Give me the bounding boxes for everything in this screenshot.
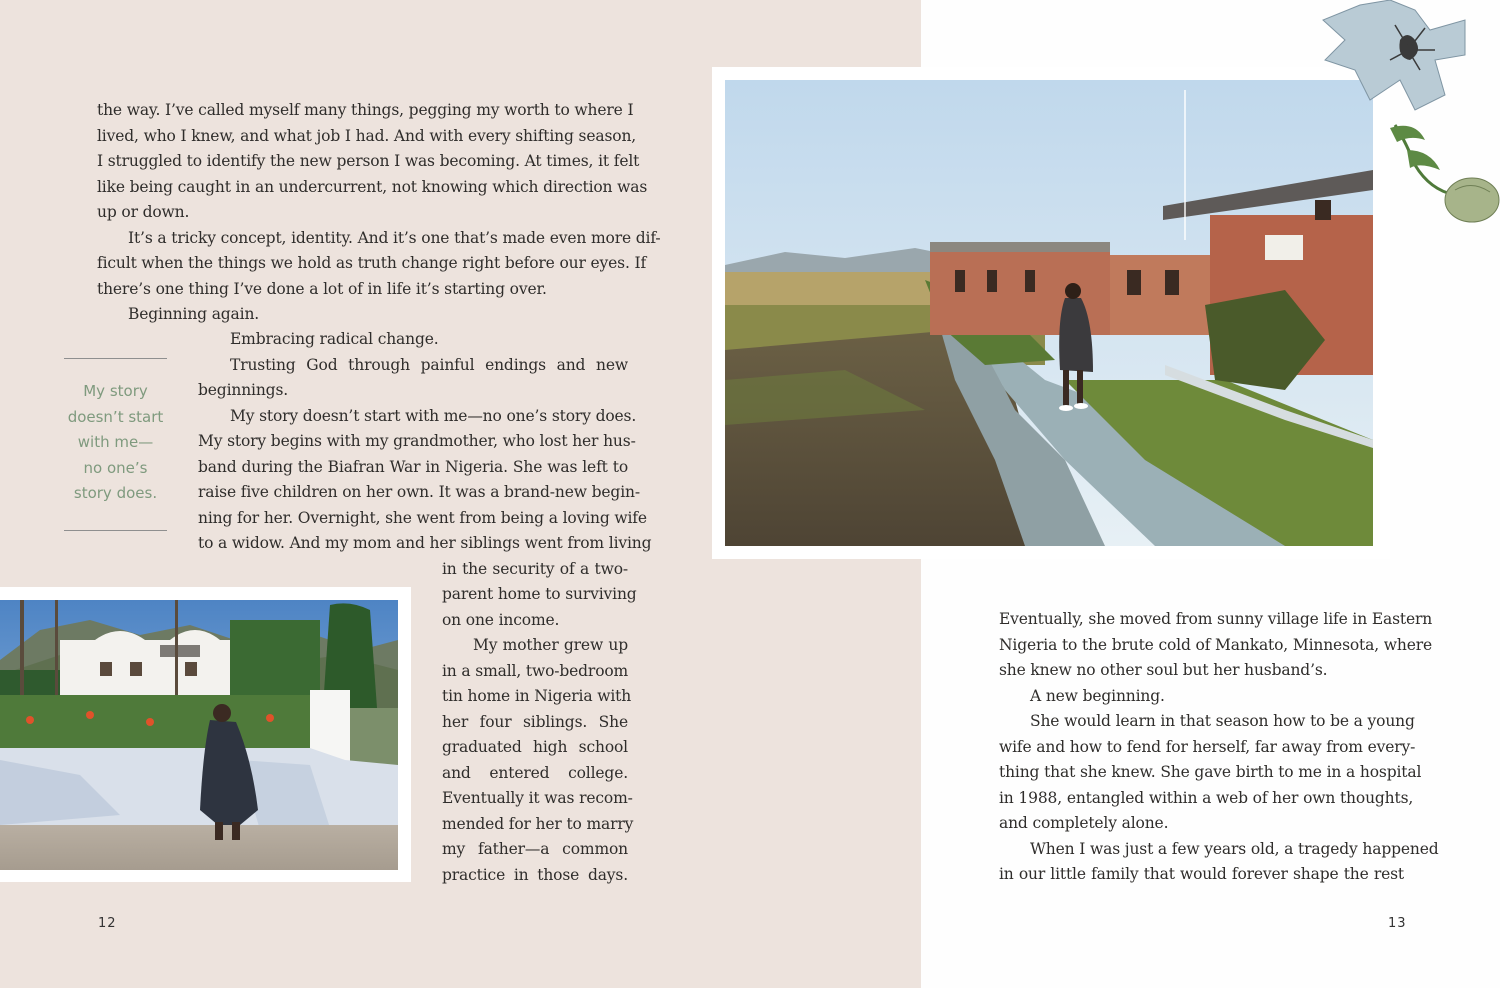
page-number-left: 12 — [98, 916, 117, 931]
photo-woman-by-wall — [0, 600, 398, 870]
photo-frame-right — [712, 67, 1390, 559]
text-line: raise five children on her own. It was a brand-new begin- — [198, 483, 640, 501]
text-line: to a widow. And my mom and her siblings went from living — [198, 534, 652, 552]
pull-quote — [64, 379, 167, 507]
text-line: in our little family that would forever shape the rest — [999, 865, 1404, 883]
text-line: there’s one thing I’ve done a lot of in life it’s starting over. — [97, 279, 547, 298]
text-line: When I was just a few years old, a tragedy happened — [1030, 839, 1439, 858]
text-line: I struggled to identify the new person I was becoming. At times, it felt — [97, 152, 640, 170]
text-line: A new beginning. — [1030, 686, 1165, 705]
text-line: in 1988, entangled within a web of her own thoughts, — [999, 788, 1414, 807]
text-line: wife and how to fend for herself, far away from every- — [999, 737, 1416, 756]
text-line: ning for her. Overnight, she went from being a loving wife — [198, 508, 647, 527]
text-line: and completely alone. — [999, 814, 1169, 832]
text-line: graduated high school — [442, 738, 628, 756]
text-line: like being caught in an undercurrent, not knowing which direction was — [97, 177, 648, 196]
pull-quote-rule-top — [64, 358, 167, 359]
text-line: Eventually it was recom- — [442, 789, 633, 807]
text-line: mended for her to marry — [442, 814, 634, 833]
pull-quote-line: with me— — [77, 433, 154, 451]
text-line: parent home to surviving — [442, 585, 637, 603]
pull-quote-line: doesn’t start — [67, 407, 164, 426]
text-line: Trusting God through painful endings and new — [230, 355, 628, 374]
text-line: It’s a tricky concept, identity. And it’s one that’s made even more dif- — [128, 228, 661, 247]
text-line: Embracing radical change. — [230, 330, 439, 348]
text-line: lived, who I knew, and what job I had. And with every shifting season, — [97, 126, 637, 145]
text-line: beginnings. — [198, 381, 289, 399]
text-line: in the security of a two- — [442, 559, 628, 578]
text-line: and entered college. — [442, 763, 628, 782]
page-number-right: 13 — [1388, 916, 1407, 931]
text-line: My story doesn’t start with me—no one’s story does. — [230, 406, 637, 425]
botanical-flower-illustration — [1315, 0, 1500, 230]
text-line: band during the Biafran War in Nigeria. She was left to — [198, 457, 628, 476]
text-line: she knew no other soul but her husband’s. — [999, 661, 1328, 679]
pull-quote-line: My story — [83, 382, 148, 400]
text-line: ficult when the things we hold as truth change right before our eyes. If — [97, 254, 647, 272]
text-line: her four siblings. She — [442, 712, 628, 731]
text-line: tin home in Nigeria with — [442, 687, 632, 705]
text-line: thing that she knew. She gave birth to me in a hospital — [999, 763, 1422, 781]
text-line: my father—a common — [442, 840, 628, 858]
text-line: Eventually, she moved from sunny village life in Eastern — [999, 610, 1433, 628]
photo-brick-buildings — [725, 80, 1373, 546]
text-line: Nigeria to the brute cold of Mankato, Minnesota, where — [999, 635, 1433, 654]
text-line: up or down. — [97, 203, 190, 221]
text-line: Beginning again. — [128, 305, 260, 323]
pull-quote-line: story does. — [73, 484, 158, 502]
text-line: practice in those days. — [442, 865, 628, 884]
text-line: the way. I’ve called myself many things, pegging my worth to where I — [97, 101, 634, 119]
text-line: She would learn in that season how to be a young — [1030, 712, 1415, 730]
pull-quote-rule-bottom — [64, 530, 167, 531]
text-line: My story begins with my grandmother, who lost her hus- — [198, 432, 636, 450]
text-line: My mother grew up — [473, 636, 628, 654]
pull-quote-line: no one’s — [83, 458, 148, 477]
photo-frame-left — [0, 587, 411, 882]
text-line: on one income. — [442, 610, 560, 629]
text-line: in a small, two-bedroom — [442, 661, 629, 680]
